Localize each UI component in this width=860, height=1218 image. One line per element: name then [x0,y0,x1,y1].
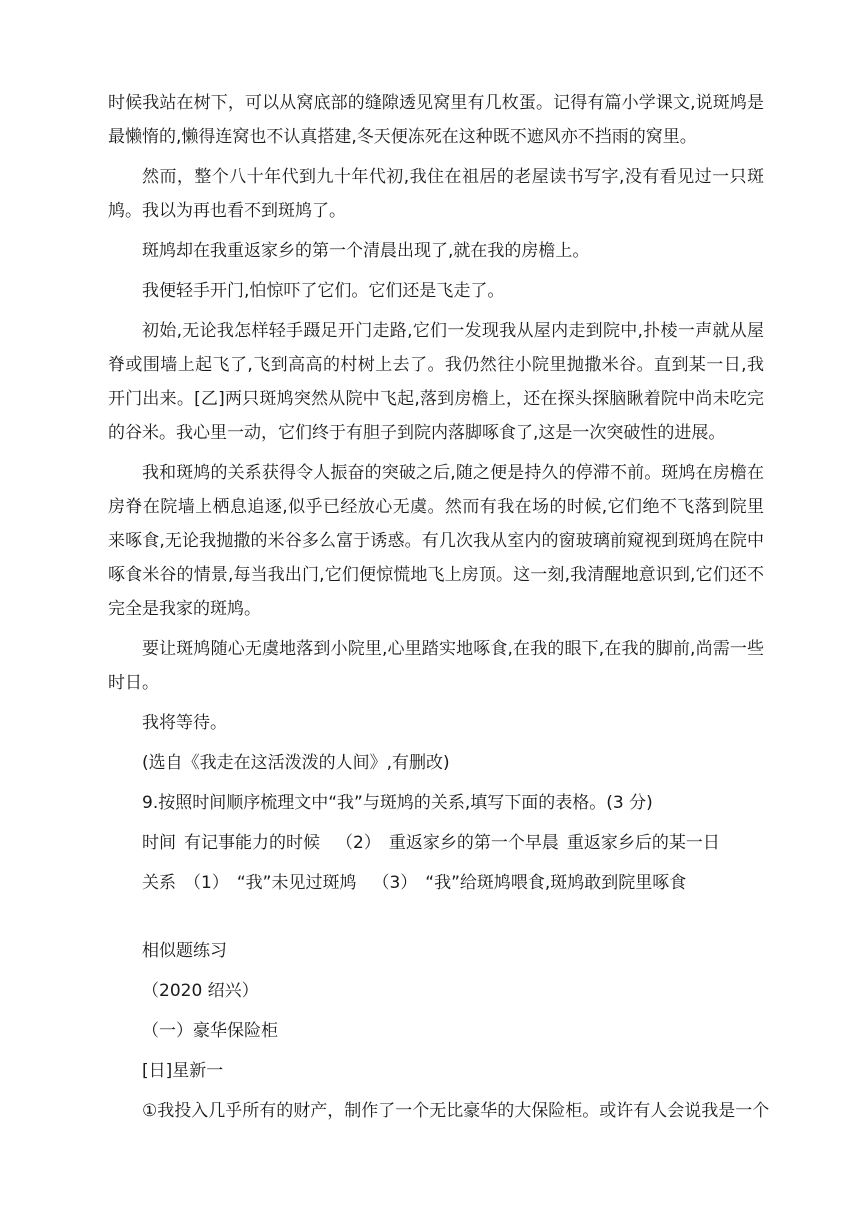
relation-cell-2: “我”未见过斑鸠 [236,873,357,893]
time-cell-4: 重返家乡后的某一日 [566,833,720,853]
practice-year-region: （2020 绍兴） [142,981,259,1001]
relation-cell-1-blank: （1） [184,873,229,893]
relation-cell-3-blank: （3） [372,873,418,893]
time-cell-1: 有记事能力的时候 [184,833,320,853]
question-prompt: 9.按照时间顺序梳理文中“我”与斑鸠的关系,填写下面的表格。(3 分) [142,793,653,813]
passage-paragraph: 我将等待。 [142,713,227,733]
table-row-relation [108,866,764,900]
blank-line [108,900,764,934]
passage-paragraph: 时候我站在树下，可以从窝底部的缝隙透见窝里有几枚蛋。记得有篇小学课文,说斑鸠是最懒惰的,懒得连窝也不认真搭建,冬天便冻死在这种既不遮风亦不挡雨的窝里。 [108,93,764,147]
passage-paragraph: 然而，整个八十年代到九十年代初,我住在祖居的老屋读书写字,没有看见过一只斑鸠。我以为再也看不到斑鸠了。 [108,167,764,221]
time-cell-2-blank: （2） [336,833,381,853]
passage-paragraph: 斑鸠却在我重返家乡的第一个清晨出现了,就在我的房檐上。 [142,241,590,261]
passage-paragraph: 初始,无论我怎样轻手蹑足开门走路,它们一发现我从屋内走到院中,扑棱一声就从屋脊或围墙上起飞了,飞到高高的村树上去了。我仍然往小院里抛撒米谷。直到某一日,我开门出来。[乙]两只斑鸠突然从院中飞起,落到房檐上，还在探头探脑瞅着院中尚未吃完的谷米。我心里一动，它们终于有胆子到院内落脚啄食了,这是一次突破性的进展。 [108,321,764,443]
passage-paragraph: 要让斑鸠随心无虞地落到小院里,心里踏实地啄食,在我的眼下,在我的脚前,尚需一些时日。 [108,639,764,693]
practice-author: [日]星新一 [142,1061,224,1081]
time-cell-3: 重返家乡的第一个早晨 [388,833,559,853]
practice-section-title: （一）豪华保险柜 [142,1021,278,1041]
row-label-relation: 关系 [142,873,176,893]
relation-cell-4: “我”给斑鸠喂食,斑鸠敢到院里啄食 [425,873,687,893]
source-citation: (选自《我走在这活泼泼的人间》,有删改) [142,753,450,773]
passage-paragraph: 我便轻手开门,怕惊吓了它们。它们还是飞走了。 [142,281,505,301]
row-label-time: 时间 [142,833,176,853]
passage-paragraph: 我和斑鸠的关系获得令人振奋的突破之后,随之便是持久的停滞不前。斑鸠在房檐在房脊在院墙上栖息追逐,似乎已经放心无虞。然而有我在场的时候,它们绝不飞落到院里来啄食,无论我抛撒的米谷多么富于诱惑。有几次我从室内的窗玻璃前窥视到斑鸠在院中啄食米谷的情景,每当我出门,它们便惊慌地飞上房顶。这一刻,我清醒地意识到,它们还不完全是我家的斑鸠。 [108,463,764,619]
practice-first-paragraph: ①我投入几乎所有的财产，制作了一个无比豪华的大保险柜。或许有人会说我是一个 [142,1101,770,1121]
table-row-time [108,826,764,860]
practice-heading: 相似题练习 [142,941,227,961]
